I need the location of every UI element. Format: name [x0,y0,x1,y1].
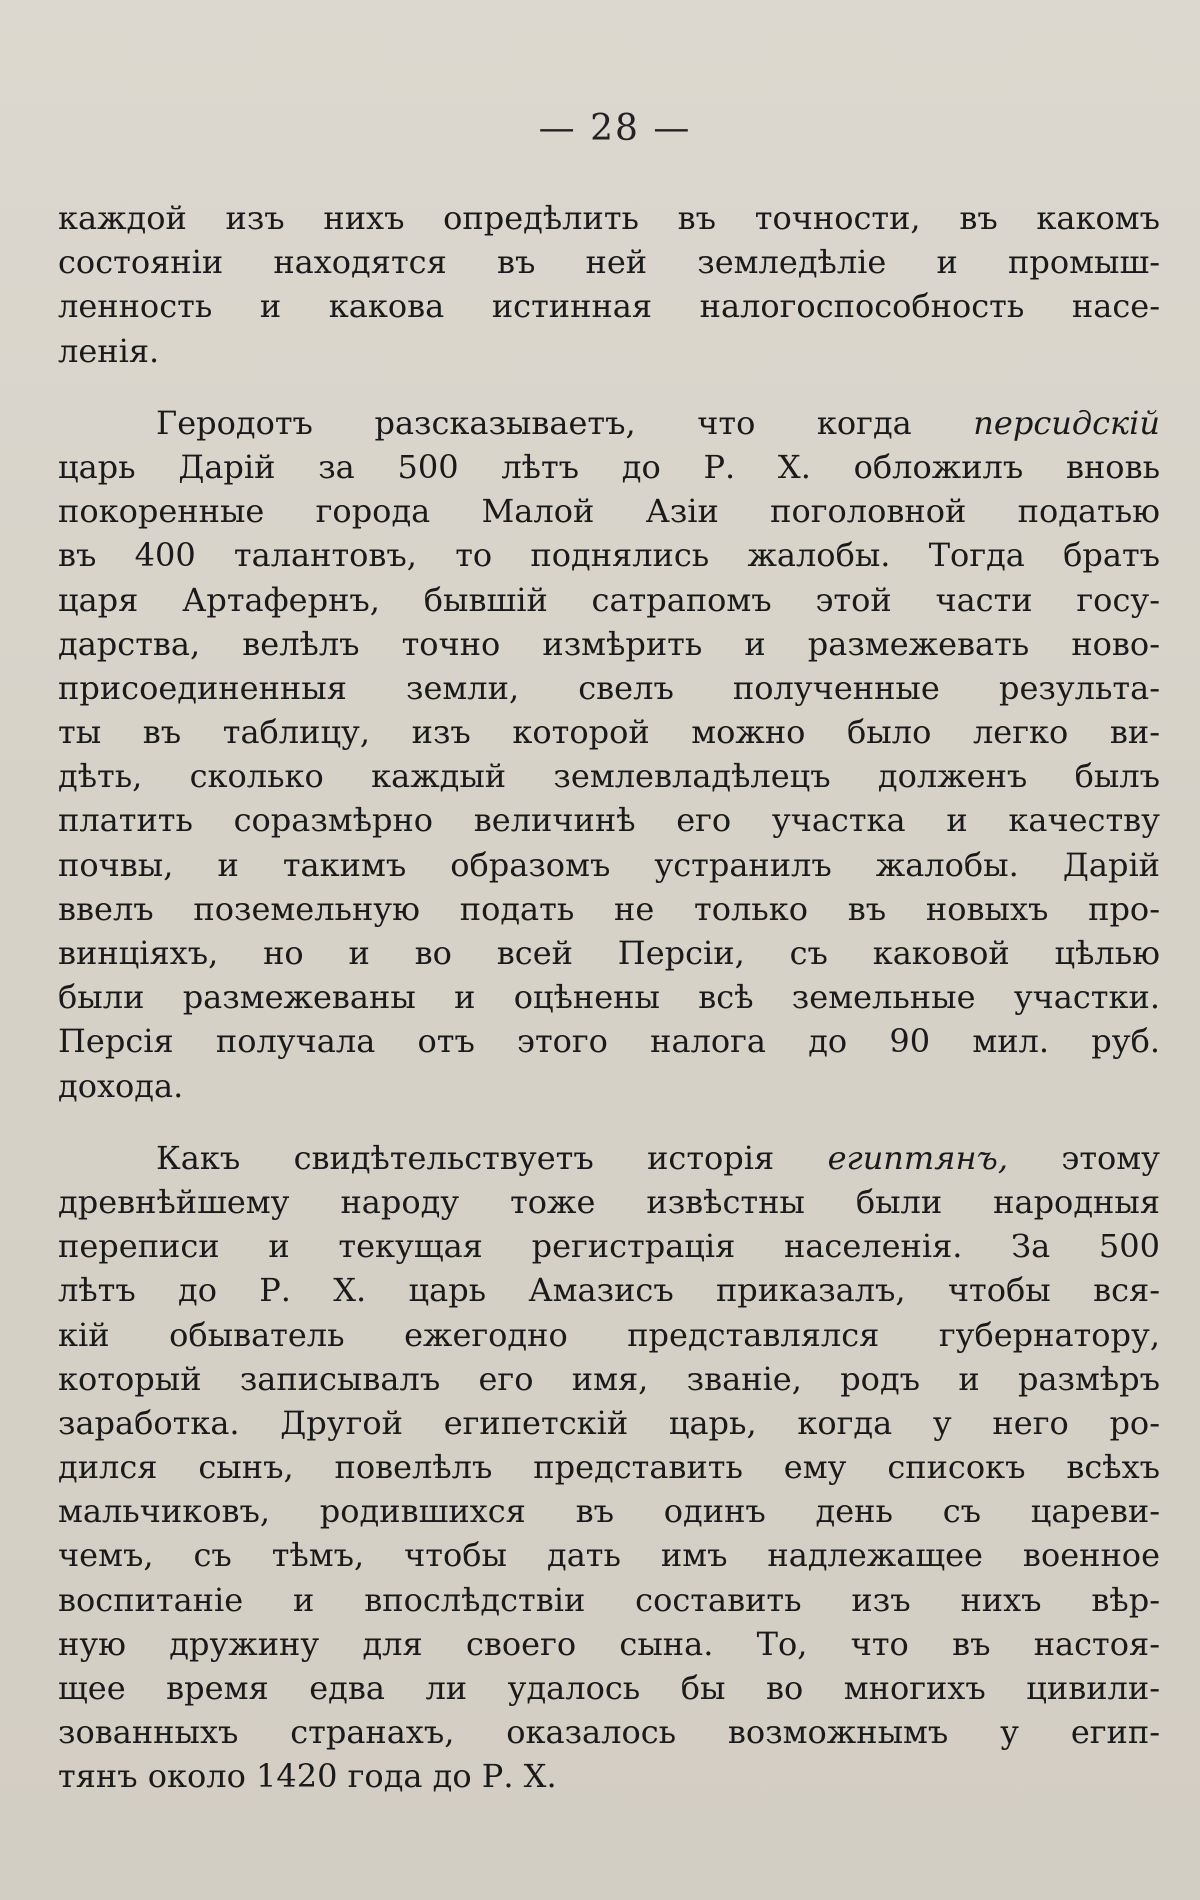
text-line [58,798,1160,842]
text-segment: въ 400 талантовъ, то поднялись жалобы. Тогда братъ [58,536,1160,575]
text-segment: древнѣйшему народу тоже извѣстны были народныя [58,1182,1160,1221]
body-text [58,196,1160,1799]
text-line [58,1445,1160,1489]
text-segment: зованныхъ странахъ, оказалось возможнымъ у егип- [58,1713,1160,1752]
text-line [58,445,1160,489]
text-line [58,666,1160,710]
paragraph-gap [58,373,1160,401]
text-segment: покоренные города Малой Азіи поголовной податью [58,492,1160,531]
text-line [58,1489,1160,1533]
text-segment: присоединенныя земли, свелъ полученные результа- [58,668,1160,707]
page-number: — 28 — [538,108,692,149]
text-segment: заработка. Другой египетскій царь, когда у него ро- [58,1403,1160,1442]
text-line [58,1136,1160,1180]
text-segment: Персія получала отъ этого налога до 90 мил. руб. [58,1022,1160,1061]
text-line [58,1313,1160,1357]
text-line [58,1622,1160,1666]
text-line [58,1357,1160,1401]
text-segment: состояніи находятся въ ней земледѣліе и промыш- [58,243,1160,282]
text-segment: переписи и текущая регистрація населенія. За 500 [58,1227,1160,1266]
text-line [58,1578,1160,1622]
text-line [58,1533,1160,1577]
text-segment: Какъ свидѣтельствуетъ исторія [156,1138,828,1177]
text-segment: мальчиковъ, родившихся въ одинъ день съ цареви- [58,1492,1160,1531]
text-line [58,843,1160,887]
text-segment: дохода. [58,1066,184,1105]
text-segment: тянъ около 1420 года до Р. Х. [58,1757,557,1796]
text-line [58,1401,1160,1445]
paragraph [58,1136,1160,1799]
text-segment: были размежеваны и оцѣнены всѣ земельные участки. [58,978,1160,1017]
text-line [58,1710,1160,1754]
text-line [58,329,1160,373]
text-segment: царь Дарій за 500 лѣтъ до Р. Х. обложилъ вновь [58,447,1160,486]
text-line [58,578,1160,622]
text-line [58,1019,1160,1063]
text-segment: ную дружину для своего сына. То, что въ настоя- [58,1624,1160,1663]
paragraph [58,196,1160,373]
text-line [58,196,1160,240]
text-segment: ты въ таблицу, изъ которой можно было легко ви- [58,713,1160,752]
text-line [58,1064,1160,1108]
text-segment: ленность и какова истинная налогоспособность насе- [58,287,1160,326]
text-segment: каждой изъ нихъ опредѣлить въ точности, въ какомъ [58,199,1160,237]
text-segment: лѣтъ до Р. Х. царь Амазисъ приказалъ, чтобы вся- [58,1271,1160,1310]
text-line [58,1224,1160,1268]
text-segment: кій обыватель ежегодно представлялся губернатору, [58,1315,1160,1354]
text-segment: воспитаніе и впослѣдствіи составить изъ нихъ вѣр- [58,1580,1160,1619]
text-segment: ленія. [58,331,160,370]
text-segment: чемъ, съ тѣмъ, чтобы дать имъ надлежащее военное [58,1536,1160,1575]
paragraph-gap [58,1108,1160,1136]
text-line [58,710,1160,754]
text-line [58,240,1160,284]
text-line [58,1666,1160,1710]
text-line [58,931,1160,975]
text-segment: дѣть, сколько каждый землевладѣлецъ долженъ былъ [58,757,1160,796]
text-line [58,489,1160,533]
text-line [58,1268,1160,1312]
text-segment: дарства, велѣлъ точно измѣрить и размежевать ново- [58,624,1160,663]
paragraph [58,401,1160,1108]
text-line [58,401,1160,445]
text-segment: винціяхъ, но и во всей Персіи, съ каковой цѣлью [58,934,1160,972]
text-segment: дился сынъ, повелѣлъ представить ему списокъ всѣхъ [58,1448,1160,1487]
text-segment: платить соразмѣрно величинѣ его участка и качеству [58,801,1160,840]
text-line [58,1180,1160,1224]
text-line [58,533,1160,577]
text-line [58,975,1160,1019]
text-segment: который записывалъ его имя, званіе, родъ и размѣръ [58,1359,1160,1398]
text-segment: этому [1008,1138,1160,1177]
text-segment: Геродотъ разсказываетъ, что когда [156,403,974,442]
text-segment: ввелъ поземельную подать не только въ новыхъ про- [58,889,1160,928]
text-line [58,1754,1160,1798]
text-segment: царя Артафернъ, бывшій сатрапомъ этой части госу- [58,580,1160,619]
text-segment: персидскій [973,403,1160,442]
text-segment: египтянъ, [827,1138,1009,1177]
text-line [58,284,1160,328]
text-line [58,887,1160,931]
text-line [58,622,1160,666]
text-segment: почвы, и такимъ образомъ устранилъ жалобы. Дарій [58,845,1160,884]
text-line [58,754,1160,798]
text-segment: щее время едва ли удалось бы во многихъ цивили- [58,1669,1160,1707]
